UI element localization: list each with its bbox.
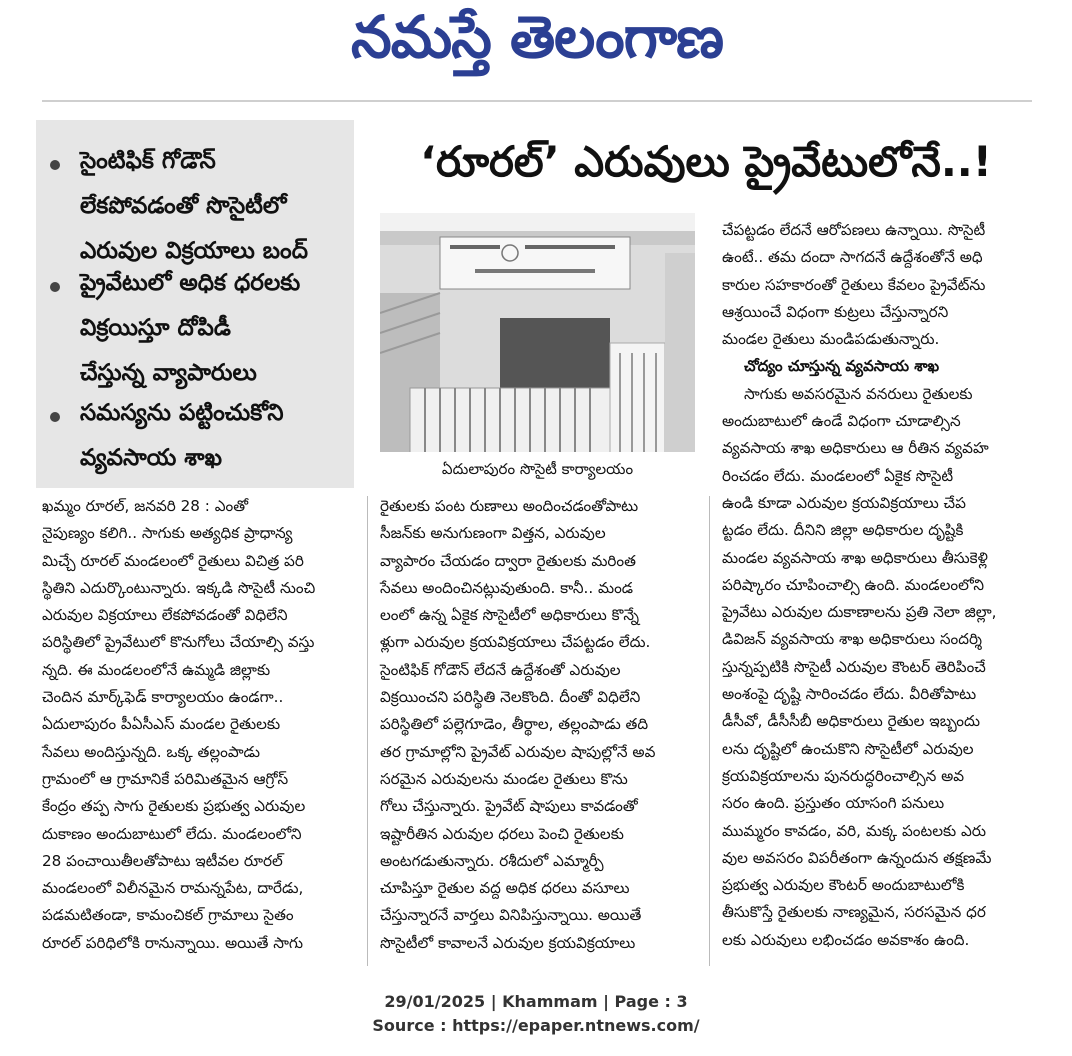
article-line: రైతులకు పంట రుణాలు అందించడంతోపాటు [380,497,639,515]
highlight-line: ఎరువుల విక్రయాలు బంద్ [80,238,308,264]
bullet-icon [50,160,60,170]
article-line: అంశంపై దృష్టి సారించడం లేదు. వీరితోపాటు [722,685,977,704]
article-column-2 [380,493,700,957]
column-divider [367,496,368,966]
article-line: సరమైన ఎరువులను మండల రైతులు కొను [380,769,628,788]
article-line: పరిష్కారం చూపించాల్సి ఉంది. మండలంలోని [722,575,985,594]
masthead-title: నమస్తే తెలంగాణ [351,3,723,71]
article-line: స్తున్నప్పటికి సొసైటీ ఎరువుల కౌంటర్ తెరిపించే [722,657,986,676]
article-line: అంటగడుతున్నారు. రశీదులో ఎమ్మార్పీ [380,851,604,870]
article-line: ఉండి కూడా ఎరువుల క్రయవిక్రయాలు చేప [722,493,966,512]
article-line: మిచ్చే రూరల్ మండలంలో రైతులు విచిత్ర పరి [42,551,304,570]
highlight-line: లేకపోవడంతో సొసైటీలో [80,193,287,219]
footer-date-page: 29/01/2025 | Khammam | Page : 3 [384,992,688,1011]
article-line: గ్రామంలో ఆ గ్రామానికే పరిమితమైన ఆగ్రోస్ [42,769,289,788]
article-line: లకు ఎరువులు లభించడం అవకాశం ఉంది. [722,930,970,949]
article-line: గోలు చేస్తున్నారు. ప్రైవేట్ షాపులు కావడంతో [380,797,638,816]
article-line: ఆశ్రయించే విధంగా కుట్రలు చేస్తున్నారని [722,302,949,321]
article-line: లను దృష్టిలో ఉంచుకొని సొసైటీలో ఎరువుల [722,739,974,758]
article-line: ఇష్టారీతిన ఎరువుల ధరలు పెంచి రైతులకు [380,824,624,843]
article-line: ఏదులాపురం పీఏసీఎస్ మండల రైతులకు [42,715,281,734]
article-line: 28 పంచాయితీలతోపాటు ఇటీవల రూరల్ [42,851,283,870]
highlight-line: చేస్తున్న వ్యాపారులు [80,360,257,386]
article-line: లంలో ఉన్న ఏకైక సొసైటీలో అధికారులు కొన్నే [380,606,639,625]
highlight-line: విక్రయిస్తూ దోపిడీ [80,315,231,341]
article-line: దుకాణం అందుబాటులో లేదు. మండలంలోని [42,824,302,843]
article-line: పరిస్థితిలో ప్రైవేటులో కొనుగోలు చేయాల్సి వస్తు [42,633,315,652]
article-line: ప్రైవేటు ఎరువుల దుకాణాలను ప్రతి నెలా జిల్లా, [722,603,997,622]
article-line: ముమ్మరం కావడం, వరి, మక్క పంటలకు ఎరు [722,821,987,840]
article-line: అందుబాటులో ఉండే విధంగా చూడాల్సిన [722,412,961,431]
highlight-line: ప్రైవేటులో అధిక ధరలకు [80,270,301,296]
article-line: చెందిన మార్క్‌ఫెడ్ కార్యాలయం ఉండగా.. [42,688,284,707]
article-line: విక్రయించని పరిస్థితి నెలకొంది. దీంతో విధిలేని [380,688,641,707]
article-line: వుల అవసరం విపరీతంగా ఉన్నందున తక్షణమే [722,848,992,867]
article-line: కారుల సహకారంతో రైతులు కేవలం ప్రైవేట్‌ను [722,275,986,294]
article-line: సరం ఉంది. ప్రస్తుతం యాసంగి పనులు [722,794,945,813]
article-line: క్రయవిక్రయాలను పునరుద్ధరించాల్సిన అవ [722,766,965,785]
article-column-1 [42,493,358,957]
article-line: పరిస్థితిలో పల్లెగూడెం, తీర్థాల, తల్లంపాడు తది [380,715,649,734]
article-line: మండలంలో విలీనమైన రామన్నపేట, దారేడు, [42,879,304,898]
bullet-icon [50,282,60,292]
article-line: రూరల్ పరిధిలోకి రానున్నాయి. అయితే సాగు [42,933,304,952]
bullet-icon [50,412,60,422]
article-line: పడమటితండా, కామంచికల్ గ్రామాలు సైతం [42,906,294,925]
footer-source: Source : https://epaper.ntnews.com/ [372,1016,700,1035]
article-line: ఎరువుల విక్రయాలు లేకపోవడంతో విధిలేని [42,606,288,625]
highlight-line: సైంటిఫిక్ గోడౌన్ [80,148,216,174]
article-line: వ్యాపారం చేయడం ద్వారా రైతులకు మరింత [380,551,636,570]
article-line: సాగుకు అవసరమైన వనరులు రైతులకు [744,384,973,403]
article-line: చేపట్టడం లేదనే ఆరోపణలు ఉన్నాయి. సొసైటీ [722,221,986,239]
highlight-line: సమస్యను పట్టించుకోని [80,400,284,426]
society-office-photo [380,213,695,475]
article-line: సీజన్‌కు అనుగుణంగా విత్తన, ఎరువుల [380,524,606,543]
article-column-3 [722,217,1034,954]
article-line: మండల వ్యవసాయ శాఖ అధికారులు తీసుకెళ్లి [722,548,988,567]
article-line: ఉంటే.. తమ దందా సాగదనే ఉద్దేశంతోనే అధి [722,248,983,267]
masthead [0,0,1072,100]
article-line: తీసుకొస్తే రైతులకు నాణ్యమైన, సరసమైన ధర [722,903,986,922]
building-illustration [380,213,695,475]
article-line: డివిజన్ వ్యవసాయ శాఖ అధికారులు సందర్శి [722,630,983,649]
photo-caption: ఏదులాపురం సొసైటీ కార్యాలయం [380,452,695,486]
article-line: సేవలు అందించినట్లువుతుంది. కానీ.. మండ [380,578,634,597]
article-line: వ్యవసాయ శాఖ అధికారులు ఆ రీతిన వ్యవహ [722,439,989,458]
article-line: చూపిస్తూ రైతుల వద్ద అధిక ధరలు వసూలు [380,879,630,898]
column-divider [709,496,710,966]
article-line: ట్టడం లేదు. దీనిని జిల్లా అధికారుల దృష్టికి [722,521,964,540]
article-line: తర గ్రామాల్లోని ప్రైవేట్ ఎరువుల షాపుల్లోనే అవ [380,742,656,761]
article-line: మండల రైతులు మండిపడుతున్నారు. [722,330,940,349]
article-line: ప్రభుత్వ ఎరువుల కౌంటర్ అందుబాటులోకి [722,876,965,895]
article-line: ఖమ్మం రూరల్, జనవరి 28 : ఎంతో [42,497,249,515]
headline: ‘రూరల్’ ఎరువులు ప్రైవేటులోనే..! [420,137,992,186]
article-line: డీసీవో, డీసీసీబీ అధికారులు రైతుల ఇబ్బందు [722,712,980,731]
article-line: రించడం లేదు. మండలంలో ఏకైక సొసైటీ [722,466,954,485]
article-line: ళ్లుగా ఎరువుల క్రయవిక్రయాలు చేపట్టడం లేదు. [380,633,651,652]
article-line: నైపుణ్యం కలిగి.. సాగుకు అత్యధిక ప్రాధాన్య [42,524,293,543]
article-line: సొసైటీలో కావాలనే ఎరువుల క్రయవిక్రయాలు [380,933,636,952]
highlights-box [36,120,354,488]
highlight-line: వ్యవసాయ శాఖ [80,445,222,471]
masthead-divider [42,100,1032,102]
article-line: సేవలు అందిస్తున్నది. ఒక్క తల్లంపాడు [42,742,260,761]
article-line: కేంద్రం తప్ప సాగు రైతులకు ప్రభుత్వ ఎరువుల [42,797,306,816]
article-line: స్థితిని ఎదుర్కొంటున్నారు. ఇక్కడి సొసైటీ నుంచి [42,578,316,597]
article-line: సైంటిఫిక్ గోడౌన్ లేదనే ఉద్దేశంతో ఎరువుల [380,660,621,679]
article-line: న్నది. ఈ మండలంలోనే ఉమ్మడి జిల్లాకు [42,660,271,679]
article-line: చేస్తున్నారనే వార్తలు వినిపిస్తున్నాయి. అయితే [380,906,642,925]
subheading: చోద్యం చూస్తున్న వ్యవసాయ శాఖ [744,357,940,376]
